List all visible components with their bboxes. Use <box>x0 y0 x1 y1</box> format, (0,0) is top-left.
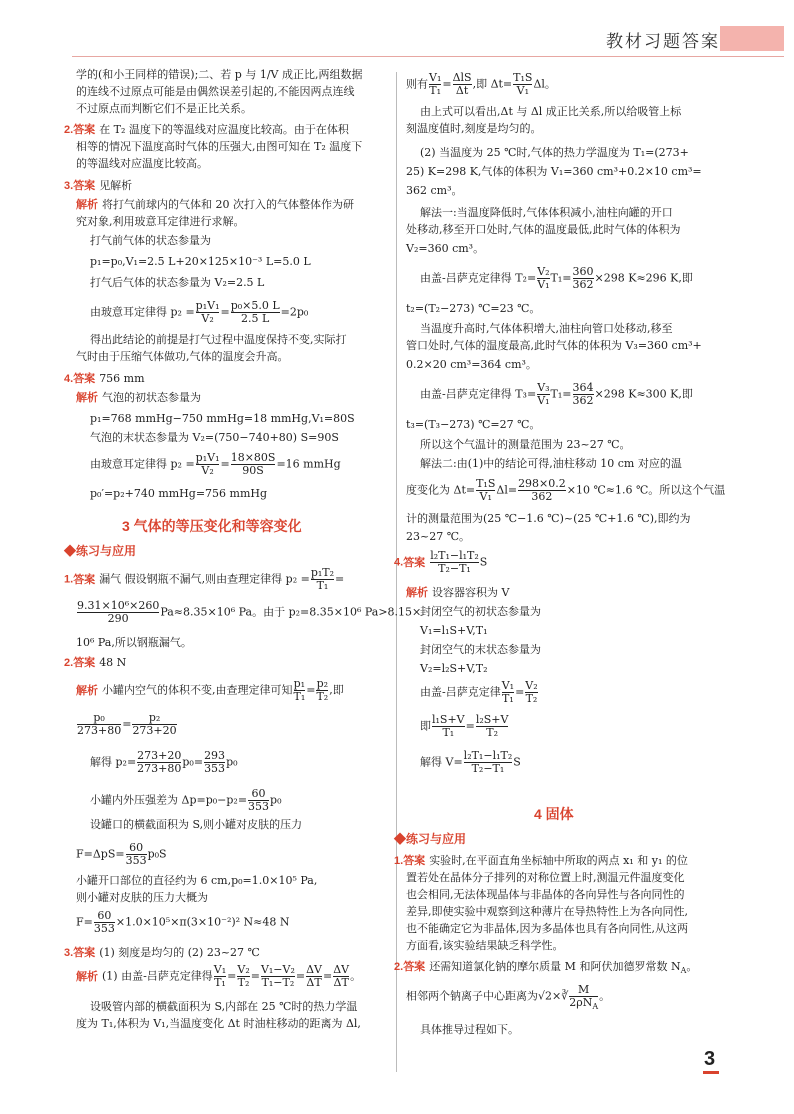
equation-line: $\frac{\text{p₀}}{273+80}$ = $\frac{\text{p₂}}{273+20}$ <box>77 711 177 737</box>
text-line: 差异,即使实验中观察到这种薄片在导热特性上为各向同性, <box>406 905 688 918</box>
equation-line: t₃=(T₃−273) ℃=27 ℃。 <box>406 418 541 431</box>
text-line: 所以这个气温计的测量范围为 23~27 ℃。 <box>420 438 631 451</box>
text-line: 当温度升高时,气体体积增大,油柱向管口处移动,移至 <box>420 322 673 335</box>
section-title: 4 固体 <box>534 806 574 822</box>
text-line: 由上式可以看出,Δt 与 Δl 成正比关系,所以给吸管上标 <box>420 105 682 118</box>
equation-line: 解得 V= $\frac{\text{l₂T₁−l₁T₂}}{\text{T₂−T₁}}$ S <box>420 749 521 775</box>
text-line: 封闭空气的初状态参量为 <box>420 605 541 618</box>
equation-line: t₂=(T₂−273) ℃=23 ℃。 <box>406 302 541 315</box>
text-line: 管口处时,气体的温度最高,此时气体的体积为 V₃=360 cm³+ <box>406 339 702 352</box>
text-line: 具体推导过程如下。 <box>420 1023 519 1036</box>
answer-line: 1.答案 实验时,在平面直角坐标轴中所取的两点 x₁ 和 y₁ 的位 <box>394 854 688 867</box>
text-line: 设罐口的横截面积为 S,则小罐对皮肤的压力 <box>90 818 303 831</box>
analysis-line: 解析 设容器容积为 V <box>406 586 510 599</box>
text-line: 也会相同,无法体现晶体与非晶体的各向异性与各向同性的 <box>406 888 685 901</box>
text-line: 气时由于压缩气体做功,气体的温度会升高。 <box>76 350 289 363</box>
text-line: 23~27 ℃。 <box>406 530 471 543</box>
analysis-line: 解析 小罐内空气的体积不变,由查理定律可知 $\frac{\text{p₁}}{\text{T₁}}$ = $\frac{\text{p₂}}{\text{T₂}}$ ,即 <box>76 677 344 703</box>
answer-line: 3.答案 见解析 <box>64 179 133 192</box>
answer-line: 2.答案 48 N <box>64 656 127 669</box>
equation-line: 解得 p₂= $\frac{273+20}{273+80}$ p₀= $\frac{293}{353}$ p₀ <box>90 749 238 775</box>
text-line: 得出此结论的前提是打气过程中温度保持不变,实际打 <box>90 333 347 346</box>
text-line: 不过原点而判断它们不是正比关系。 <box>76 102 252 115</box>
text-line: 度为 T₁,体积为 V₁,当温度变化 Δt 时油柱移动的距离为 Δl, <box>76 1017 361 1030</box>
text-line: 362 cm³。 <box>406 184 463 197</box>
equation-line: 由盖-吕萨克定律得 T₃= $\frac{\text{V₃}}{\text{V₁}}$ T₁= $\frac{364}{362}$ ×298 K≈300 K,即 <box>420 381 693 407</box>
equation-line: V₂=l₂S+V,T₂ <box>420 662 488 675</box>
equation-line: 由玻意耳定律得 p₂ = $\frac{\text{p₁V₁}}{\text{V₂}}$ = $\frac{18\times 80S}{90S}$ =16 mmHg <box>90 451 341 477</box>
analysis-line: 解析 (1) 由盖-吕萨克定律得 $\frac{\text{V₁}}{\text{T₁}}$ = $\frac{\text{V₂}}{\text{T₂}}$ = $\frac{\text{V₁−V₂}}{\text{T₁−T₂}}$ = $\frac{\Delta V}{\Delta T}$ = $\frac{\Delta V}{\Delta T}$ 。 <box>76 963 362 989</box>
text-line: 设吸管内部的横截面积为 S,内部在 25 ℃时的热力学温 <box>90 1000 358 1013</box>
answer-line: 2.答案 在 T₂ 温度下的等温线对应温度比较高。由于在体积 <box>64 123 349 136</box>
answer-line: 1.答案 漏气 假设钢瓶不漏气,则由查理定律得 p₂ = $\frac{\text{p₁T₂}}{\text{T₁}}$ = <box>64 566 345 592</box>
text-line: 处移动,移至开口处时,气体的温度最低,此时气体的体积为 <box>406 223 681 236</box>
analysis-line: 解析 将打气前球内的气体和 20 次打入的气体整体作为研 <box>76 198 354 211</box>
text-line: 解法一:当温度降低时,气体体积减小,油柱向罐的开口 <box>420 206 673 219</box>
text-line: V₂=360 cm³。 <box>406 242 485 255</box>
equation-line: 由盖-吕萨克定律得 T₂= $\frac{\text{V₂}}{\text{V₁}}$ T₁= $\frac{360}{362}$ ×298 K≈296 K,即 <box>420 265 693 291</box>
equation-line: 则有 $\frac{\text{V₁}}{\text{T₁}}$ = $\frac{\text{ΔlS}}{\Delta t}$ ,即 Δt= $\frac{\text{T₁S}}{\text{V₁}}$ Δl。 <box>406 71 556 97</box>
answer-line: 3.答案 (1) 刻度是均匀的 (2) 23~27 ℃ <box>64 946 260 959</box>
text-line: 25) K=298 K,气体的体积为 V₁=360 cm³+0.2×10 cm³= <box>406 165 702 178</box>
equation-line: 度变化为 Δt= $\frac{\text{T₁S}}{\text{V₁}}$ Δl= $\frac{298\times 0.2}{362}$ ×10 ℃≈1.6 ℃。所以这个气温 <box>406 477 726 503</box>
text-line: 小罐开口部位的直径约为 6 cm,p₀=1.0×10⁵ Pa, <box>76 874 318 887</box>
equation-line: 由玻意耳定律得 p₂ = $\frac{\text{p₁V₁}}{\text{V₂}}$ = $\frac{\text{p₀×5.0 L}}{2.5 L}$ =2p₀ <box>90 299 309 325</box>
page-number: 3 <box>704 1048 716 1070</box>
text-line: 打气前气体的状态参量为 <box>90 234 211 247</box>
text-line: 则小罐对皮肤的压力大概为 <box>76 891 208 904</box>
text-line: 刻温度值时,刻度是均匀的。 <box>406 122 542 135</box>
text-line: 10⁶ Pa,所以钢瓶漏气。 <box>76 636 192 649</box>
header-accent-bar <box>720 26 784 51</box>
text-line: 方面看,该实验结果缺乏科学性。 <box>406 939 564 952</box>
analysis-line: 解析 气泡的初状态参量为 <box>76 391 201 404</box>
text-line: (2) 当温度为 25 ℃时,气体的热力学温度为 T₁=(273+ <box>420 146 689 159</box>
equation-line: p₁=768 mmHg−750 mmHg=18 mmHg,V₁=80S <box>90 412 355 425</box>
text-line: 相等的情况下温度高时气体的压强大,由图可知在 T₂ 温度下 <box>76 140 363 153</box>
equation-line: 相邻两个钠离子中心距离为√2×∛ $\frac{M}{2\rho N_A}$ 。 <box>406 983 611 1012</box>
answer-line: 4.答案 756 mm <box>64 372 145 385</box>
equation-line: $\frac{\text{9.31×10⁶×260}}{290}$ Pa≈8.35×10⁶ Pa。由于 p₂=8.35×10⁶ Pa>8.15× <box>77 599 422 625</box>
subsection-title: ◆练习与应用 <box>394 832 467 846</box>
section-title: 3 气体的等压变化和等容变化 <box>122 518 302 534</box>
text-line: 打气后气体的状态参量为 V₂=2.5 L <box>90 276 265 289</box>
header-title: 教材习题答案 <box>606 32 720 51</box>
equation-line: F= $\frac{60}{353}$ ×1.0×10⁵×π(3×10⁻²)² N≈48 N <box>76 909 290 935</box>
text-line: 计的测量范围为(25 ℃−1.6 ℃)~(25 ℃+1.6 ℃),即约为 <box>406 512 691 525</box>
answer-line: 4.答案 $\frac{\text{l₂T₁−l₁T₂}}{\text{T₂−T₁}}$ S <box>394 549 488 575</box>
page-number-accent <box>703 1071 719 1074</box>
equation-line: V₁=l₁S+V,T₁ <box>420 624 488 637</box>
text-line: 置若处在晶体分子排列的对称位置上时,测温元件温度变化 <box>406 871 685 884</box>
equation-line: 小罐内外压强差为 Δp=p₀−p₂= $\frac{60}{353}$ p₀ <box>90 787 282 813</box>
equation-line: p₁=p₀,V₁=2.5 L+20×125×10⁻³ L=5.0 L <box>90 255 311 268</box>
text-line: 的等温线对应温度比较高。 <box>76 157 208 170</box>
text-line: 气泡的末状态参量为 V₂=(750−740+80) S=90S <box>90 431 339 444</box>
equation-line: 即 $\frac{\text{l₁S+V}}{\text{T₁}}$ = $\frac{\text{l₂S+V}}{\text{T₂}}$ <box>420 713 509 739</box>
text-line: 学的(和小王同样的错误);二、若 p 与 1/V 成正比,两组数据 <box>76 68 363 81</box>
text-line: 的连线不过原点可能是由偶然误差引起的,不能因两点连线 <box>76 85 355 98</box>
answer-line: 2.答案 还需知道氯化钠的摩尔质量 M 和阿伏加德罗常数 $N_A$。 <box>394 960 698 976</box>
text-line: 解法二:由(1)中的结论可得,油柱移动 10 cm 对应的温 <box>420 457 682 470</box>
text-line: 究对象,利用玻意耳定律进行求解。 <box>76 215 245 228</box>
equation-line: p₀′=p₂+740 mmHg=756 mmHg <box>90 487 268 500</box>
subsection-title: ◆练习与应用 <box>64 544 137 558</box>
text-line: 封闭空气的末状态参量为 <box>420 643 541 656</box>
equation-line: 由盖-吕萨克定律 $\frac{\text{V₁}}{\text{T₁}}$ = $\frac{\text{V₂}}{\text{T₂}}$ <box>420 679 538 705</box>
equation-line: F=ΔpS= $\frac{60}{353}$ p₀S <box>76 841 167 867</box>
text-line: 0.2×20 cm³=364 cm³。 <box>406 358 537 371</box>
text-line: 也不能确定它为非晶体,因为多晶体也具有各向同性,从这两 <box>406 922 688 935</box>
header-divider <box>72 56 784 57</box>
